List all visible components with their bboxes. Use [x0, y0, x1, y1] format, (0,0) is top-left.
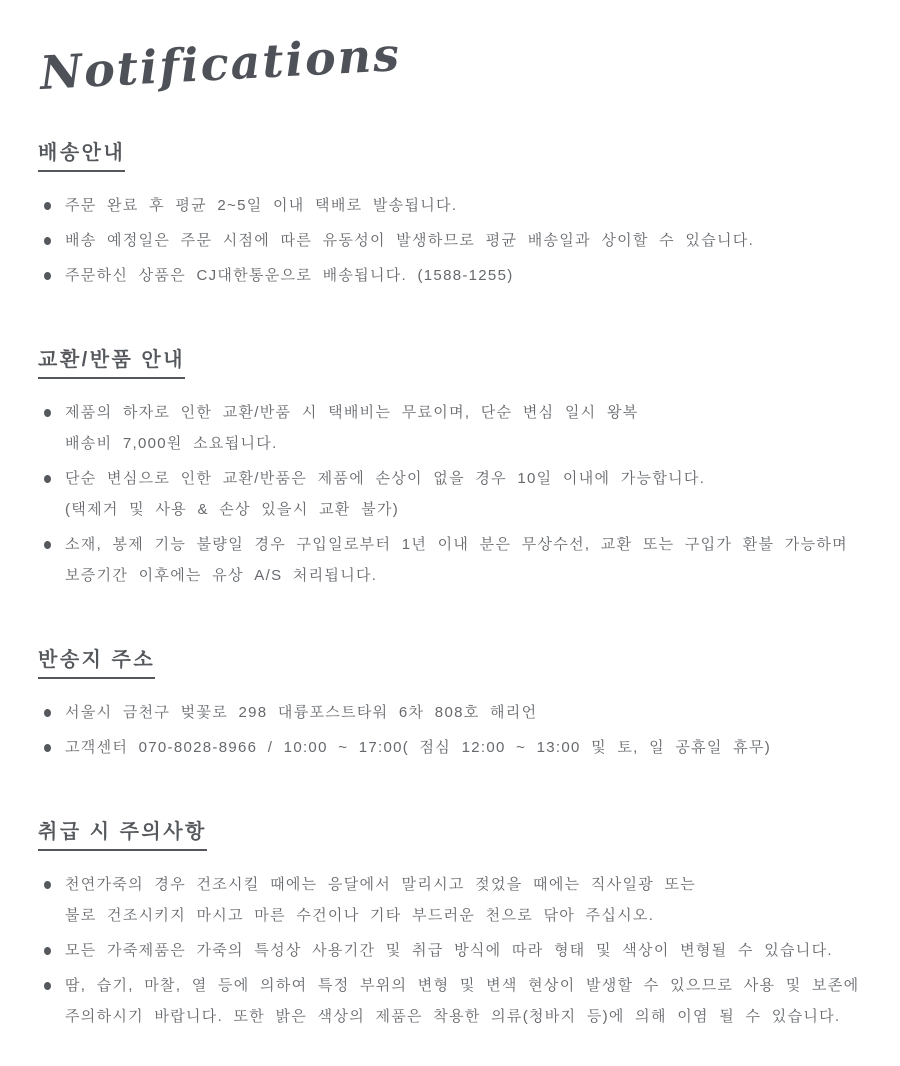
- section-heading-handling-precautions: 취급 시 주의사항: [38, 815, 207, 851]
- return-address-list: [38, 697, 880, 763]
- list-item-text: 모든 가죽제품은 가죽의 특성상 사용기간 및 취급 방식에 따라 형태 및 색상이 변형될 수 있습니다.: [65, 942, 833, 959]
- bullet-icon: [44, 272, 51, 280]
- section-handling-precautions: [38, 815, 880, 1032]
- list-item-text: 단순 변심으로 인한 교환/반품은 제품에 손상이 없을 경우 10일 이내에 가능합니다. (택제거 및 사용 & 손상 있을시 교환 불가): [65, 470, 706, 518]
- list-item: [38, 190, 880, 221]
- bullet-icon: [44, 947, 51, 955]
- list-item-text: 천연가죽의 경우 건조시킬 때에는 응달에서 말리시고 젖었을 때에는 직사일광 또는 불로 건조시키지 마시고 마른 수건이나 기타 부드러운 천으로 닦아 주십시오.: [65, 876, 697, 924]
- list-item: [38, 732, 880, 763]
- list-item-text: 제품의 하자로 인한 교환/반품 시 택배비는 무료이며, 단순 변심 일시 왕복 배송비 7,000원 소요됩니다.: [65, 404, 639, 452]
- bullet-icon: [44, 982, 51, 990]
- list-item: [38, 935, 880, 966]
- section-heading-return-address: 반송지 주소: [38, 643, 155, 679]
- list-item: [38, 260, 880, 291]
- section-exchange-return-info: [38, 343, 880, 591]
- handling-precautions-list: [38, 869, 880, 1032]
- list-item-text: 주문 완료 후 평균 2~5일 이내 택배로 발송됩니다.: [65, 197, 458, 214]
- list-item-text: 땀, 습기, 마찰, 열 등에 의하여 특정 부위의 변형 및 변색 현상이 발생할 수 있으므로 사용 및 보존에 주의하시기 바랍니다. 또한 밝은 색상의 제품은 착용한 의류(청바지 등)에 의해 이염 될 수 있습니다.: [65, 977, 860, 1025]
- list-item: [38, 697, 880, 728]
- bullet-icon: [44, 744, 51, 752]
- list-item: [38, 970, 880, 1032]
- section-heading-shipping: 배송안내: [38, 136, 125, 172]
- shipping-info-list: [38, 190, 880, 291]
- list-item: [38, 463, 880, 525]
- section-heading-exchange-return: 교환/반품 안내: [38, 343, 185, 379]
- bullet-icon: [44, 475, 51, 483]
- list-item: [38, 225, 880, 256]
- list-item: [38, 529, 880, 591]
- list-item-text: 소재, 봉제 기능 불량일 경우 구입일로부터 1년 이내 분은 무상수선, 교환 또는 구입가 환불 가능하며 보증기간 이후에는 유상 A/S 처리됩니다.: [65, 536, 848, 584]
- list-item-text: 고객센터 070-8028-8966 / 10:00 ~ 17:00( 점심 12:00 ~ 13:00 및 토, 일 공휴일 휴무): [65, 739, 772, 756]
- list-item-text: 주문하신 상품은 CJ대한통운으로 배송됩니다. (1588-1255): [65, 267, 514, 284]
- list-item: [38, 397, 880, 459]
- bullet-icon: [44, 541, 51, 549]
- bullet-icon: [44, 881, 51, 889]
- bullet-icon: [44, 409, 51, 417]
- notifications-script-logo: Notifications: [38, 27, 403, 100]
- list-item-text: 배송 예정일은 주문 시점에 따른 유동성이 발생하므로 평균 배송일과 상이할 수 있습니다.: [65, 232, 755, 249]
- section-return-address: [38, 643, 880, 763]
- list-item-text: 서울시 금천구 벚꽃로 298 대륭포스트타워 6차 808호 해리언: [65, 704, 538, 721]
- bullet-icon: [44, 709, 51, 717]
- exchange-return-list: [38, 397, 880, 591]
- bullet-icon: [44, 202, 51, 210]
- list-item: [38, 869, 880, 931]
- bullet-icon: [44, 237, 51, 245]
- section-shipping-info: [38, 136, 880, 291]
